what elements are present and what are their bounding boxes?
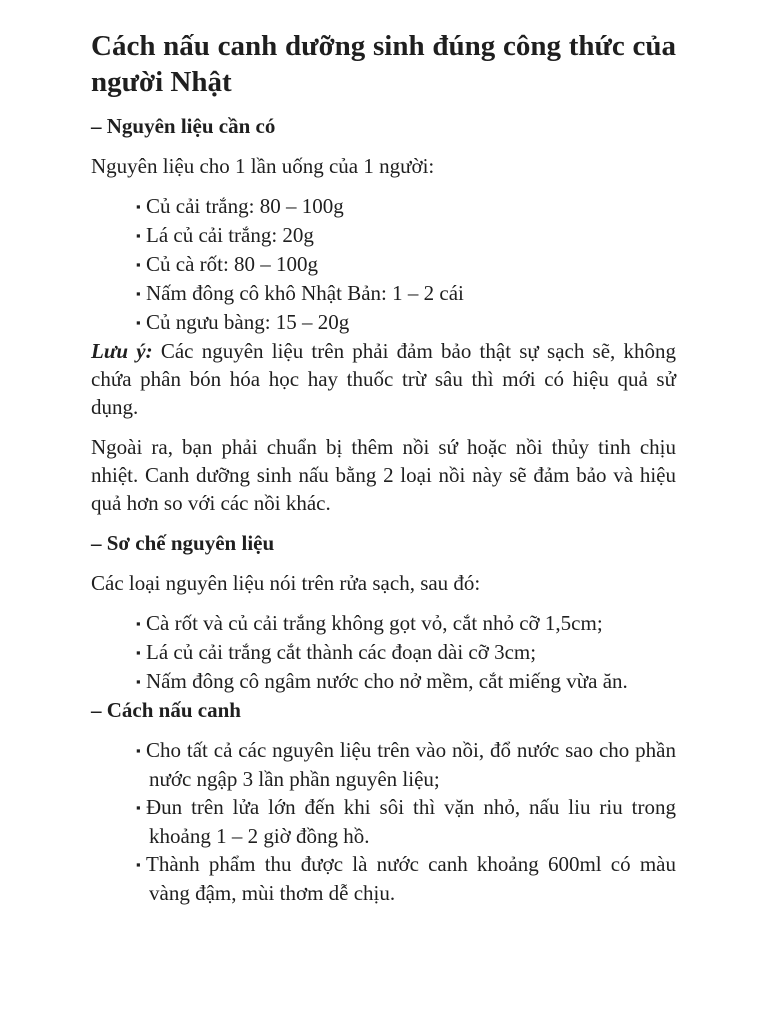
cooking-list (91, 736, 676, 907)
note-label: Lưu ý: (91, 339, 153, 363)
bullet-icon: ▪ (136, 257, 141, 272)
list-item: ▪ Nấm đông cô ngâm nước cho nở mềm, cắt miếng vừa ăn. (91, 667, 676, 696)
ingredients-heading: – Nguyên liệu cần có (91, 114, 276, 138)
ingredients-intro: Nguyên liệu cho 1 lần uống của 1 người: (91, 154, 435, 178)
ingredients-list (91, 192, 676, 337)
list-item: ▪ Thành phẩm thu được là nước canh khoảng 600ml có màu vàng đậm, mùi thơm dễ chịu. (136, 852, 676, 905)
list-item: ▪ Cà rốt và củ cải trắng không gọt vỏ, cắt nhỏ cỡ 1,5cm; (91, 609, 676, 638)
prep-list (91, 609, 676, 696)
bullet-icon: ▪ (136, 228, 141, 243)
bullet-icon: ▪ (136, 800, 141, 815)
prep-heading: – Sơ chế nguyên liệu (91, 531, 275, 555)
list-item: ▪ Củ cà rốt: 80 – 100g (91, 250, 676, 279)
list-item: ▪ Cho tất cả các nguyên liệu trên vào nồi, đổ nước sao cho phần nước ngập 3 lần phần nguyên liệu; (136, 738, 676, 791)
bullet-icon: ▪ (136, 743, 141, 758)
note-text: Các nguyên liệu trên phải đảm bảo thật sự sạch sẽ, không chứa phân bón hóa học hay thuốc trừ sâu thì mới có hiệu quả sử dụng. (91, 339, 677, 419)
bullet-icon: ▪ (136, 857, 141, 872)
bullet-icon: ▪ (136, 616, 141, 631)
bullet-icon: ▪ (136, 286, 141, 301)
list-item: ▪ Lá củ cải trắng cắt thành các đoạn dài cỡ 3cm; (91, 638, 676, 667)
list-item: ▪ Lá củ cải trắng: 20g (91, 221, 676, 250)
prep-intro: Các loại nguyên liệu nói trên rửa sạch, sau đó: (91, 571, 481, 595)
list-item: ▪ Củ ngưu bàng: 15 – 20g (91, 308, 676, 337)
page-title: Cách nấu canh dưỡng sinh đúng công thức của người Nhật (91, 30, 676, 98)
ingredients-extra: Ngoài ra, bạn phải chuẩn bị thêm nồi sứ hoặc nồi thủy tinh chịu nhiệt. Canh dưỡng sinh nấu bằng 2 loại nồi này sẽ đảm bảo và hiệu quả hơn so với các nồi khác. (91, 435, 676, 515)
bullet-icon: ▪ (136, 315, 141, 330)
cooking-heading: – Cách nấu canh (91, 698, 241, 722)
list-item: ▪ Củ cải trắng: 80 – 100g (91, 192, 676, 221)
list-item: ▪ Đun trên lửa lớn đến khi sôi thì vặn nhỏ, nấu liu riu trong khoảng 1 – 2 giờ đồng hồ. (136, 795, 676, 848)
bullet-icon: ▪ (136, 645, 141, 660)
ingredients-note (91, 337, 676, 421)
list-item: ▪ Nấm đông cô khô Nhật Bản: 1 – 2 cái (91, 279, 676, 308)
bullet-icon: ▪ (136, 199, 141, 214)
bullet-icon: ▪ (136, 674, 141, 689)
